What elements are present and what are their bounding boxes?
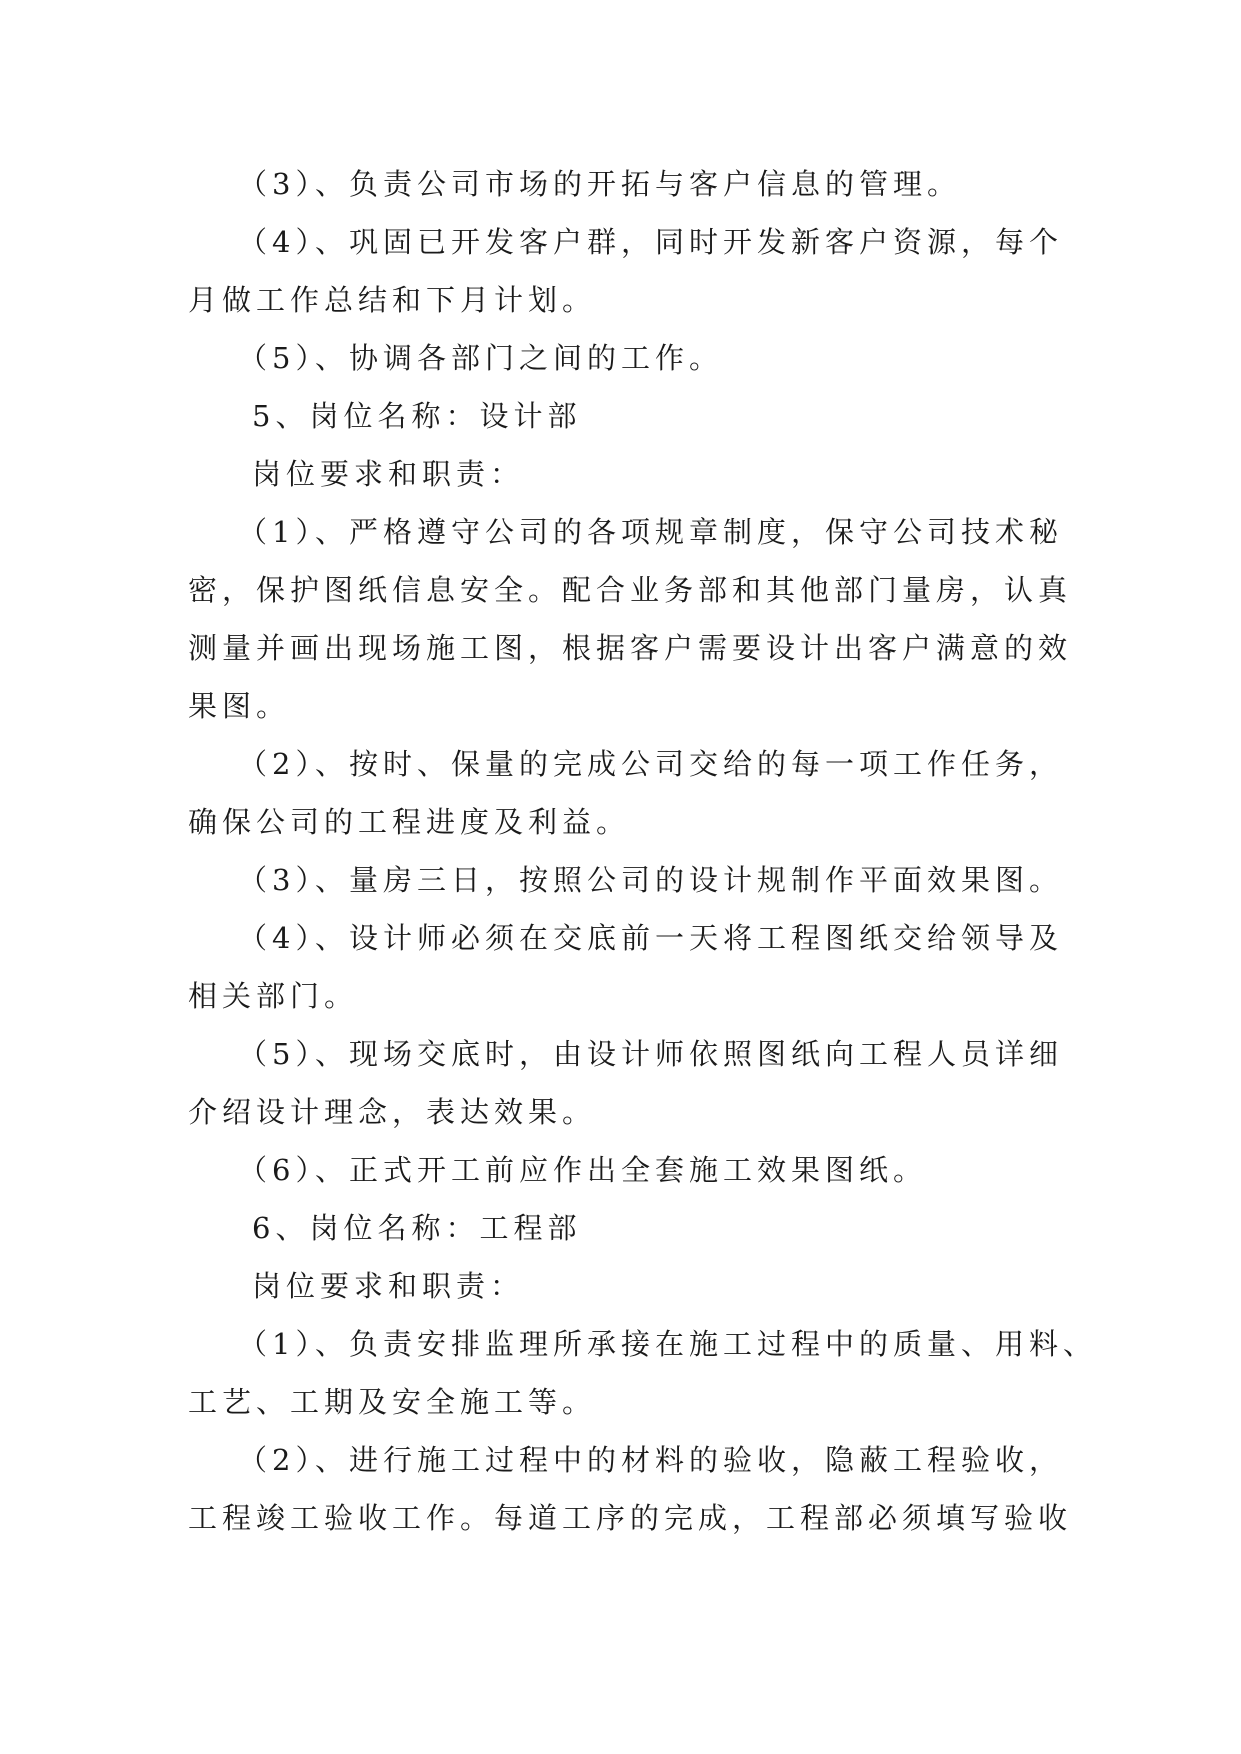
text-line: （4）、设计师必须在交底前一天将工程图纸交给领导及: [238, 921, 1063, 955]
text-line: （6）、正式开工前应作出全套施工效果图纸。: [238, 1153, 927, 1187]
text-line: 密，保护图纸信息安全。配合业务部和其他部门量房，认真: [188, 573, 1073, 607]
text-line: （1）、负责安排监理所承接在施工过程中的质量、用料、: [238, 1327, 1097, 1361]
text-line: （5）、协调各部门之间的工作。: [238, 341, 723, 375]
text-line: 确保公司的工程进度及利益。: [188, 805, 631, 839]
subsection-label: 岗位要求和职责：: [252, 1269, 525, 1303]
text-line: （2）、进行施工过程中的材料的验收，隐蔽工程验收，: [238, 1443, 1063, 1477]
section-heading: 5、岗位名称：设计部: [252, 399, 582, 433]
text-line: 介绍设计理念，表达效果。: [188, 1095, 597, 1129]
text-line: 相关部门。: [188, 979, 359, 1013]
text-line: （3）、量房三日，按照公司的设计规制作平面效果图。: [238, 863, 1063, 897]
subsection-label: 岗位要求和职责：: [252, 457, 525, 491]
text-line: 测量并画出现场施工图，根据客户需要设计出客户满意的效: [188, 631, 1073, 665]
text-line: （3）、负责公司市场的开拓与客户信息的管理。: [238, 167, 961, 201]
text-line: （5）、现场交底时，由设计师依照图纸向工程人员详细: [238, 1037, 1063, 1071]
section-heading: 6、岗位名称：工程部: [252, 1211, 582, 1245]
text-line: 果图。: [188, 689, 291, 723]
text-line: （1）、严格遵守公司的各项规章制度，保守公司技术秘: [238, 515, 1063, 549]
text-line: 工程竣工验收工作。每道工序的完成，工程部必须填写验收: [188, 1501, 1073, 1535]
text-line: 工艺、工期及安全施工等。: [188, 1385, 597, 1419]
text-line: （2）、按时、保量的完成公司交给的每一项工作任务，: [238, 747, 1063, 781]
text-line: 月做工作总结和下月计划。: [188, 283, 597, 317]
text-line: （4）、巩固已开发客户群，同时开发新客户资源，每个: [238, 225, 1063, 259]
